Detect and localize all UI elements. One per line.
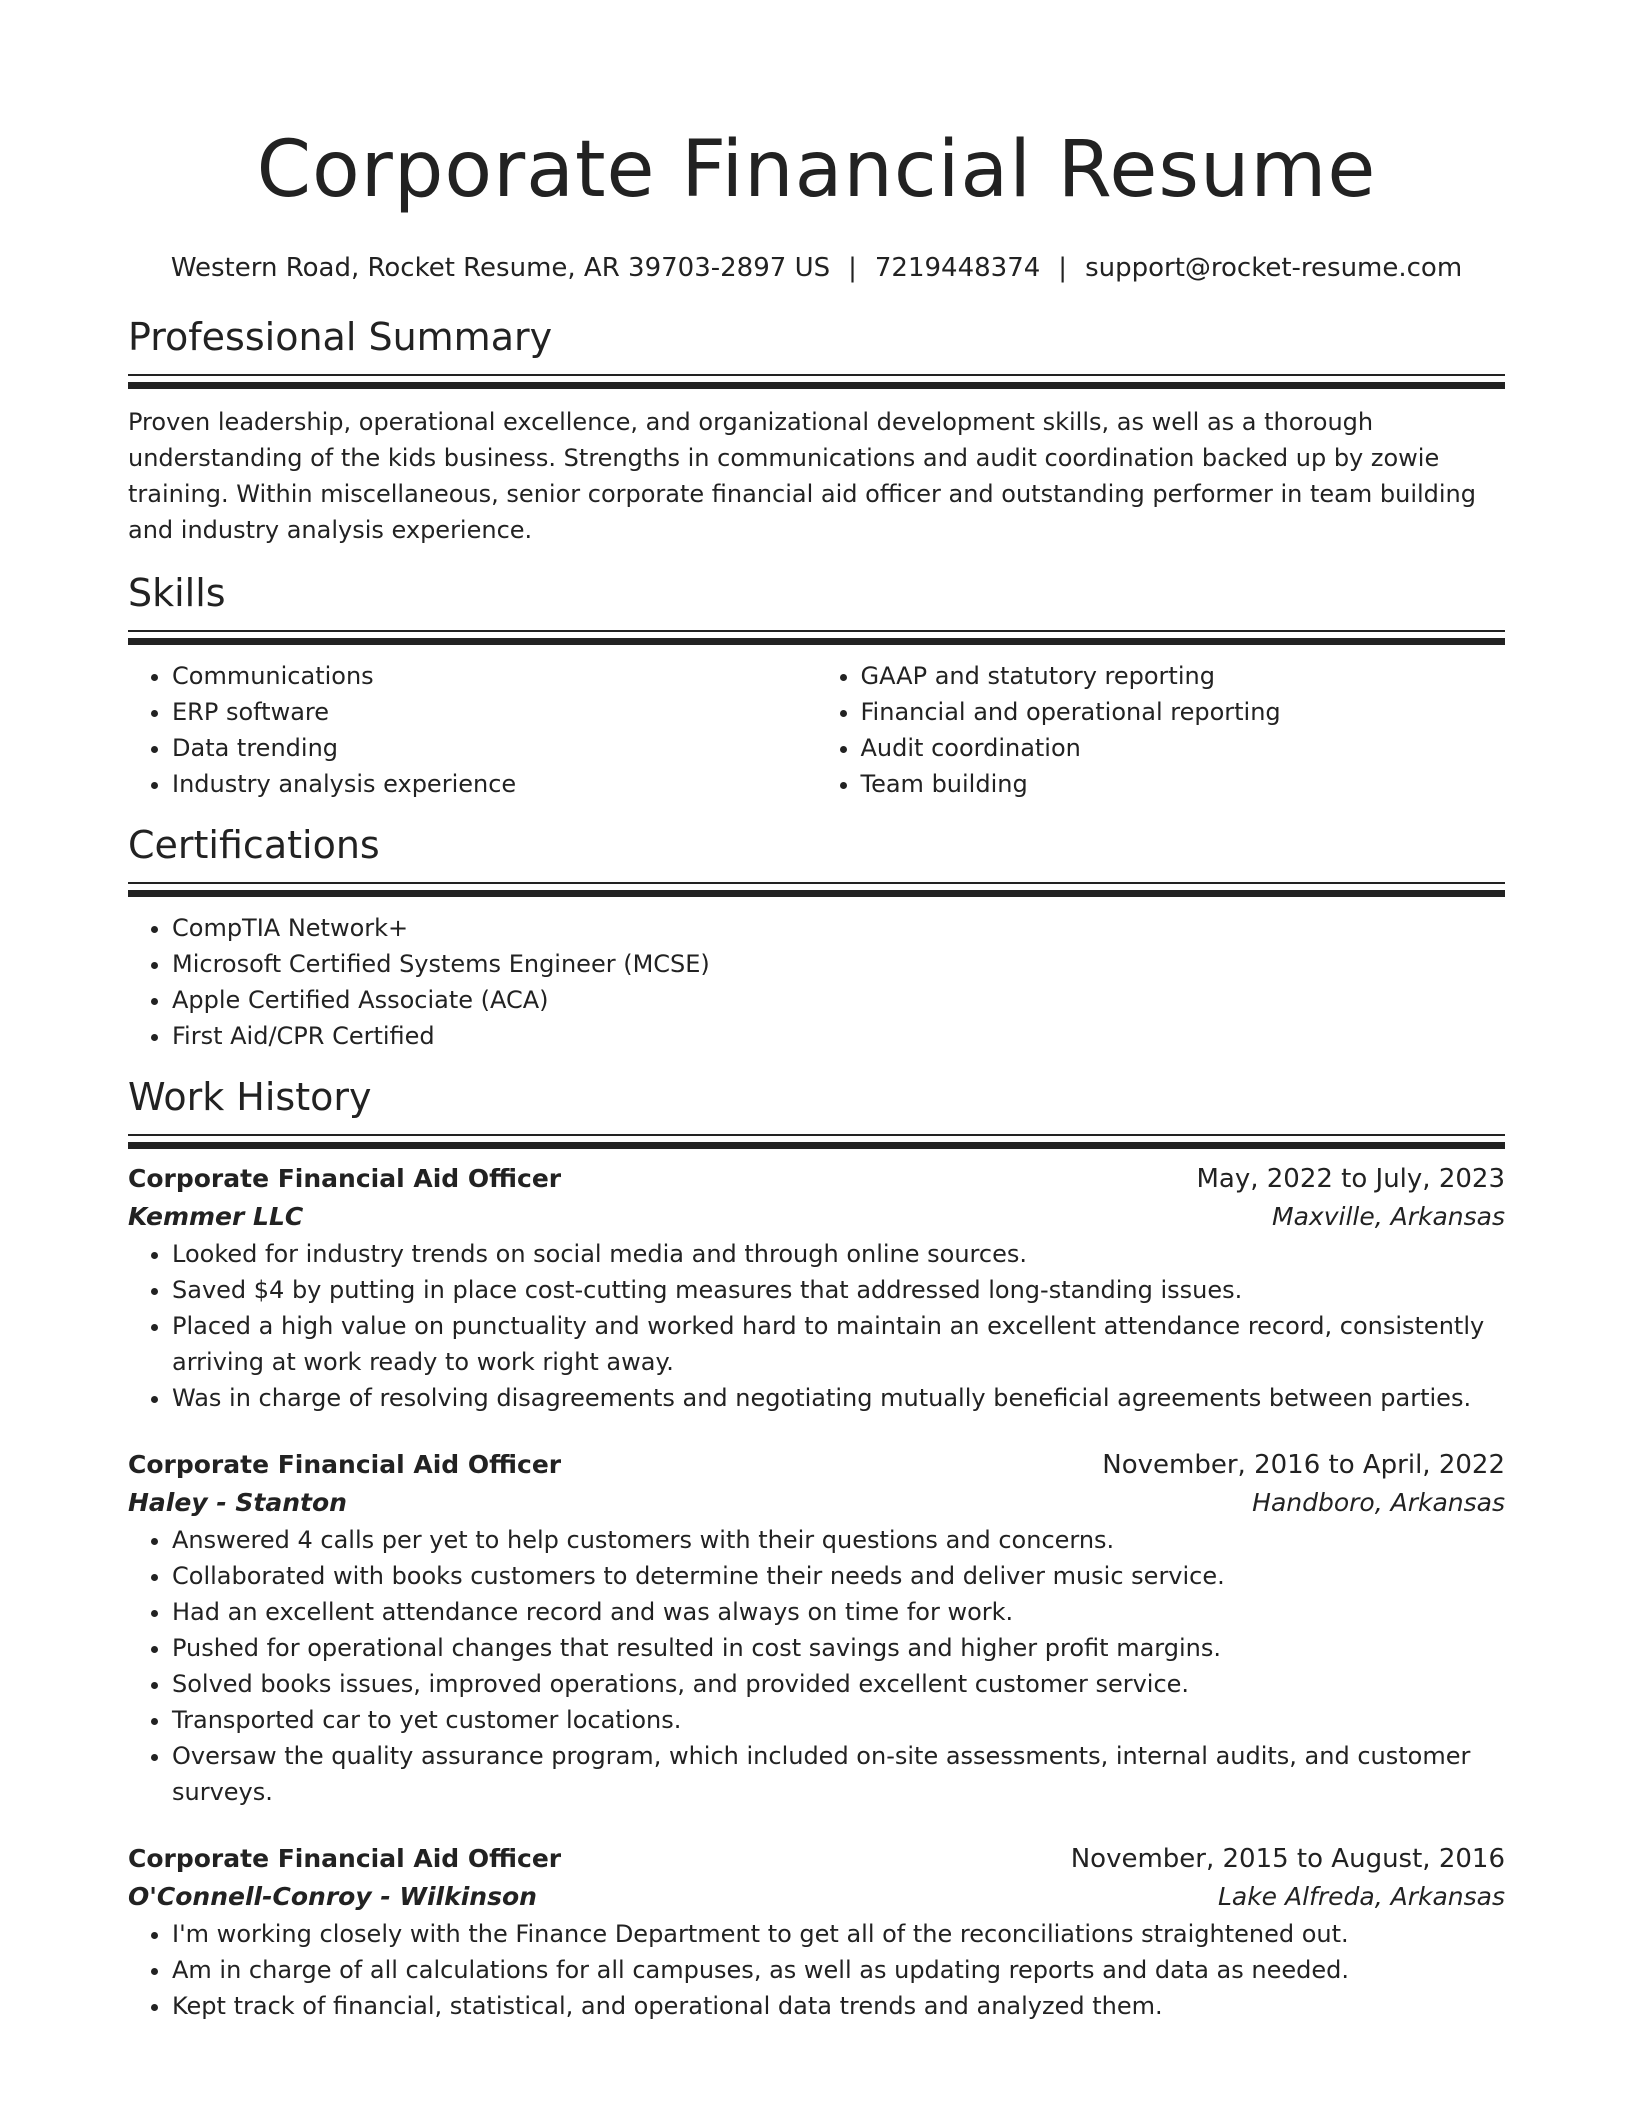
skills-column-left (128, 658, 817, 802)
summary-text: Proven leadership, operational excellence, and organizational development skills, as well as a thorough understanding of the kids business. Strengths in communications and audit coordination backed up by zowie training. Within miscellaneous, senior corporate financial aid officer and outstanding performer in team building and industry analysis experience. (128, 408, 1476, 544)
certification-item: • Apple Certified Associate (ACA) (172, 982, 1505, 1018)
contact-email[interactable]: support@rocket-resume.com (1085, 253, 1463, 283)
job-entry (128, 1840, 1505, 2024)
job-location: Lake Alfreda, Arkansas (1217, 1882, 1505, 1911)
job-subheader (128, 1878, 1505, 1916)
resume-page (128, 0, 1505, 2024)
work-history-section (128, 1072, 1505, 2024)
section-divider (128, 882, 1505, 898)
job-dates: November, 2016 to April, 2022 (1102, 1450, 1505, 1480)
certification-item: • CompTIA Network+ (172, 910, 1505, 946)
summary-section (128, 312, 1505, 548)
certification-item: • First Aid/CPR Certified (172, 1018, 1505, 1054)
job-bullet: • I'm working closely with the Finance Department to get all of the reconciliations straightened out. (172, 1916, 1505, 1952)
job-company: Haley - Stanton (128, 1488, 347, 1517)
skills-column-right (817, 658, 1506, 802)
job-bullets (128, 1522, 1505, 1810)
job-bullet: • Saved $4 by putting in place cost-cutting measures that addressed long-standing issues. (172, 1272, 1505, 1308)
job-bullet: • Collaborated with books customers to determine their needs and deliver music service. (172, 1558, 1505, 1594)
job-header (128, 1840, 1505, 1878)
job-bullet: • Am in charge of all calculations for all campuses, as well as updating reports and data as needed. (172, 1952, 1505, 1988)
section-divider (128, 1134, 1505, 1150)
certifications-section (128, 820, 1505, 1054)
skill-item: • GAAP and statutory reporting (861, 658, 1506, 694)
skills-columns (128, 658, 1505, 802)
job-company: O'Connell-Conroy - Wilkinson (128, 1882, 537, 1911)
job-bullet: • Solved books issues, improved operations, and provided excellent customer service. (172, 1666, 1505, 1702)
skill-item: • Team building (861, 766, 1506, 802)
resume-name: Corporate Financial Resume (256, 125, 1377, 215)
job-header (128, 1160, 1505, 1198)
job-location: Handboro, Arkansas (1252, 1488, 1505, 1517)
contact-phone: 7219448374 (874, 253, 1041, 283)
section-divider (128, 374, 1505, 390)
job-entry (128, 1446, 1505, 1810)
job-title: Corporate Financial Aid Officer (128, 1164, 562, 1193)
job-dates: May, 2022 to July, 2023 (1196, 1164, 1505, 1194)
job-bullet: • Kept track of financial, statistical, and operational data trends and analyzed them. (172, 1988, 1505, 2024)
section-title-skills: Skills (128, 571, 226, 615)
job-subheader (128, 1484, 1505, 1522)
section-title-work-history: Work History (128, 1075, 372, 1119)
job-bullet: • Looked for industry trends on social media and through online sources. (172, 1236, 1505, 1272)
job-entry (128, 1160, 1505, 1416)
skill-item: • Communications (172, 658, 817, 694)
certifications-list (128, 910, 1505, 1054)
job-location: Maxville, Arkansas (1272, 1202, 1505, 1231)
contact-separator: | (848, 253, 857, 283)
contact-separator: | (1058, 253, 1068, 283)
section-divider (128, 630, 1505, 646)
skill-item: • ERP software (172, 694, 817, 730)
certification-item: • Microsoft Certified Systems Engineer (MCSE) (172, 946, 1505, 982)
job-dates: November, 2015 to August, 2016 (1070, 1844, 1505, 1874)
job-bullet: • Answered 4 calls per yet to help customers with their questions and concerns. (172, 1522, 1505, 1558)
section-title-certifications: Certifications (128, 823, 380, 867)
job-bullet: • Pushed for operational changes that resulted in cost savings and higher profit margins. (172, 1630, 1505, 1666)
job-bullet: • Placed a high value on punctuality and worked hard to maintain an excellent attendance record, consistently arriving at work ready to work right away. (172, 1308, 1505, 1380)
job-bullet: • Had an excellent attendance record and was always on time for work. (172, 1594, 1505, 1630)
skill-item: • Industry analysis experience (172, 766, 817, 802)
job-bullet: • Transported car to yet customer locations. (172, 1702, 1505, 1738)
job-bullet: • Was in charge of resolving disagreements and negotiating mutually beneficial agreements between parties. (172, 1380, 1505, 1416)
section-title-summary: Professional Summary (128, 315, 553, 359)
job-title: Corporate Financial Aid Officer (128, 1450, 562, 1479)
skill-item: • Financial and operational reporting (861, 694, 1506, 730)
contact-address: Western Road, Rocket Resume, AR 39703-2897 US (170, 253, 831, 283)
job-company: Kemmer LLC (128, 1202, 304, 1231)
job-bullet: • Oversaw the quality assurance program, which included on-site assessments, internal audits, and customer surveys. (172, 1738, 1505, 1810)
job-title: Corporate Financial Aid Officer (128, 1844, 562, 1873)
job-bullets (128, 1916, 1505, 2024)
skills-section (128, 568, 1505, 802)
skill-item: • Audit coordination (861, 730, 1506, 766)
skill-item: • Data trending (172, 730, 817, 766)
contact-line (128, 250, 1505, 286)
job-header (128, 1446, 1505, 1484)
job-subheader (128, 1198, 1505, 1236)
job-bullets (128, 1236, 1505, 1416)
